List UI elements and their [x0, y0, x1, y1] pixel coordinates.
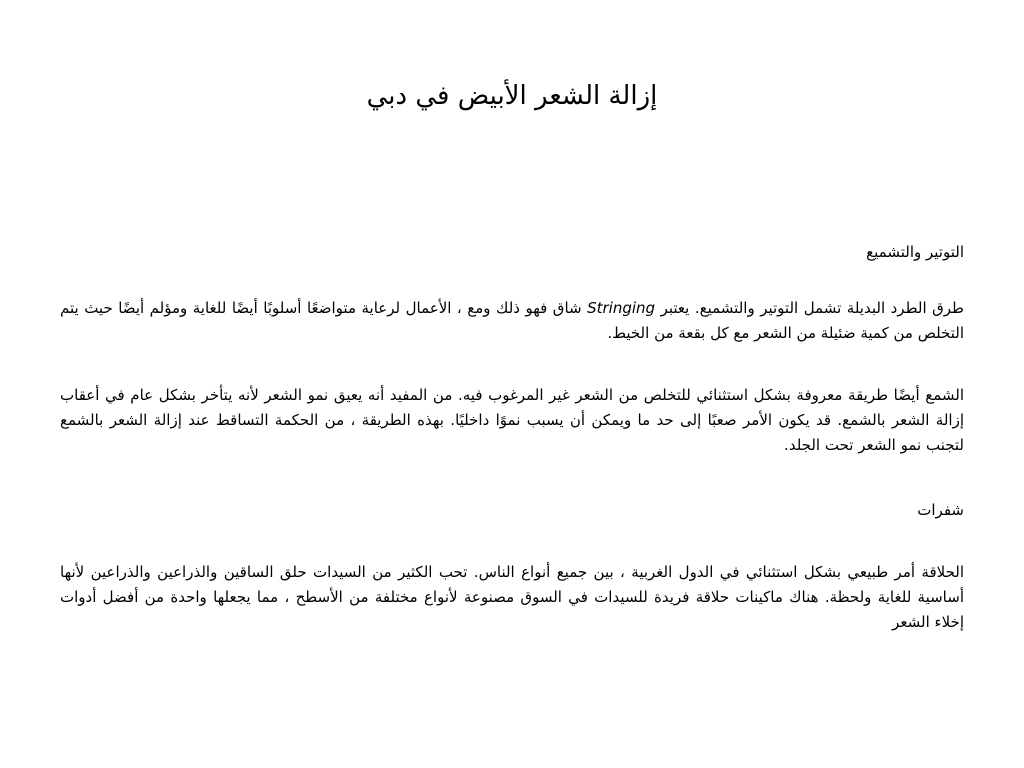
paragraph-waxing: الشمع أيضًا طريقة معروفة بشكل استثنائي للتخلص من الشعر غير المرغوب فيه. من المفيد أنه يعيق نمو الشعر لأنه يتأخر بشكل عام في أعقاب إزالة الشعر بالشمع. قد يكون الأمر صعبًا إلى حد ما ويمكن أن يسبب نموًا داخليًا. بهذه الطريقة ، من الحكمة التساقط عند إزالة الشعر بالشمع لتجنب نمو الشعر تحت الجلد.: [60, 386, 964, 454]
stringing-term: Stringing: [587, 299, 656, 317]
section-heading-razors: شفرات: [917, 501, 964, 519]
paragraph-threading-text-end: شاق فهو ذلك ومع ، الأعمال لرعاية متواضعًا أسلوبًا أيضًا للغاية ومؤلم أيضًا حيث يتم التخلص من كمية ضئيلة من الشعر مع كل بقعة من الخيط.: [60, 299, 964, 342]
paragraph-threading-text-start: طرق الطرد البديلة تشمل التوتير والتشميع. يعتبر: [655, 299, 964, 317]
slide-body: [60, 240, 964, 635]
paragraph-threading: [60, 296, 964, 346]
section-heading-threading-waxing: التوتير والتشميع: [866, 243, 964, 261]
slide-title: إزالة الشعر الأبيض في دبي: [366, 81, 658, 111]
paragraph-shaving: الحلاقة أمر طبيعي بشكل استثنائي في الدول الغربية ، بين جميع أنواع الناس. تحب الكثير من السيدات حلق الساقين والذراعين والذراعين لأنها أساسية للغاية ولحظة. هناك ماكينات حلاقة فريدة للسيدات في السوق مصنوعة لأنواع مختلفة من الأسطح ، مما يجعلها واحدة من أفضل أدوات إخلاء الشعر: [60, 563, 964, 631]
